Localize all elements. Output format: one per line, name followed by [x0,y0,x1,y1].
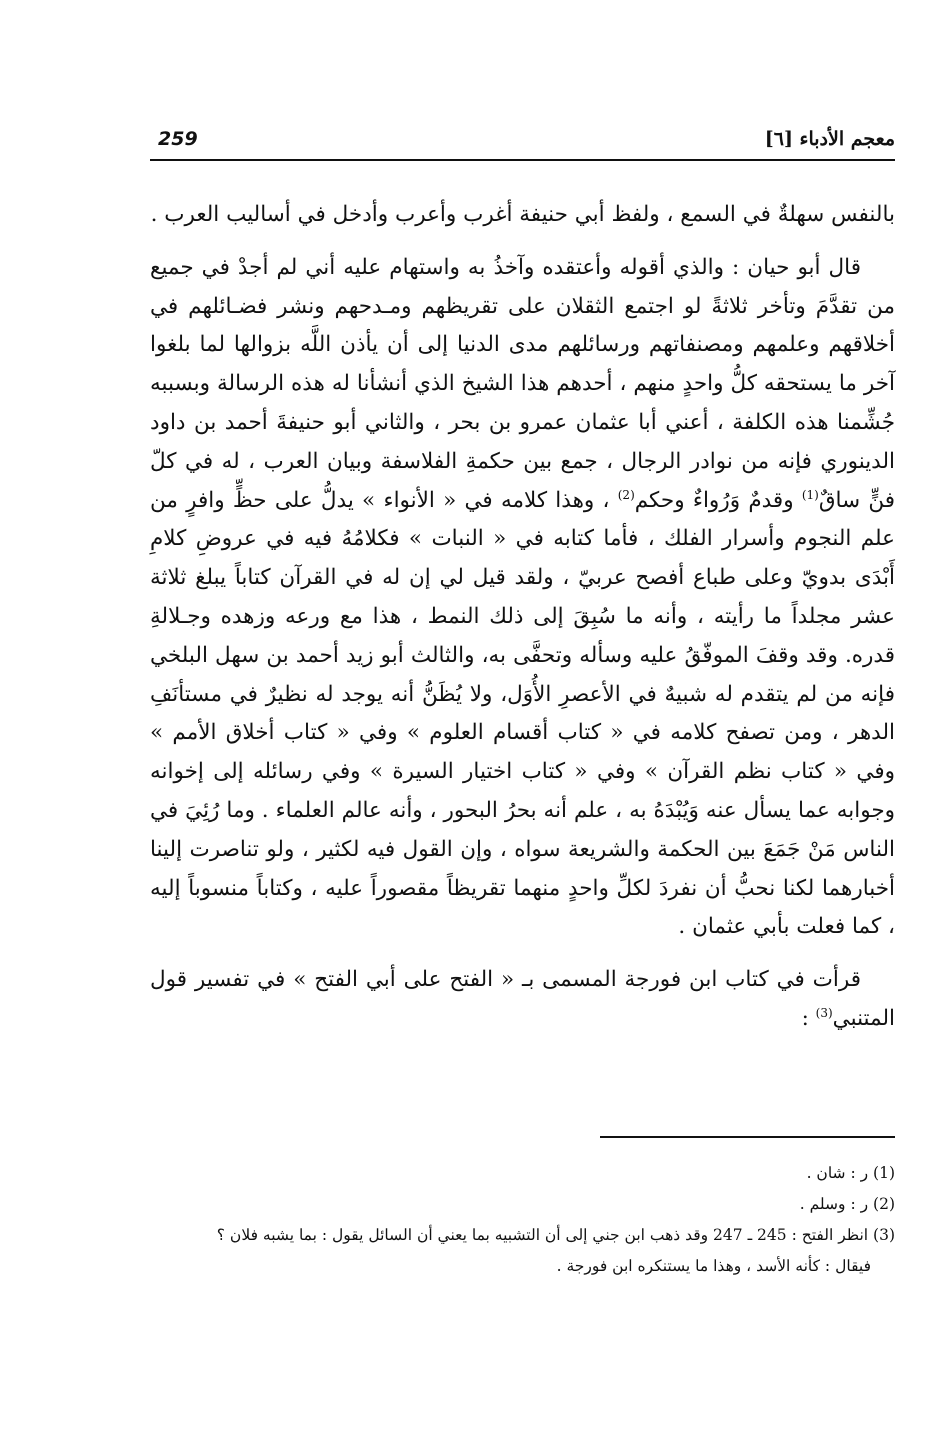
running-title: معجم الأدباء [٦] [764,128,895,150]
paragraph-1 [150,196,895,235]
paragraph-2-part1: وقدمٌ وَرُواءٌ وحكم [634,487,794,513]
paragraph-3-tail: : [801,1005,816,1031]
footnote-1: (1) ر : شان . [806,1164,895,1182]
footnote-3-continued: فيقال : كأنه الأسد ، وهذا ما يستنكره ابن فورجة . [556,1257,871,1275]
footnote-marker-2: (2) [617,487,635,502]
footnote-separator [600,1136,895,1138]
paragraph-2-text: قال أبو حيان : والذي أقوله وأعتقده وآخذُ به واستهام عليه أني لم أجدْ في جميع من تقدَّمَ وتأخر ثلاثةً لو اجتمع الثقلان على تقريظهم ومـدحهم ونشر فضـائلهم في أخلاقهم وعلمهم ومصنفاتهم ورسائلهم مدى الدنيا إلى أن يأذن اللَّه بزوالها لما بلغوا آخر ما يستحقه كلُّ واحدٍ منهم ، أحدهم هذا الشيخ الذي أنشأنا له هذه الرسالة وبسببه جُشِّمنا هذه الكلفة ، أعني أبا عثمان عمرو بن بحر ، والثاني أبو حنيفةَ أحمد بن داود الدينوري فإنه من نوادر الرجال ، جمع بين حكمةِ الفلاسفة وبيان العرب ، له في كلّ فنٍّ ساقٌ [150,254,895,513]
paragraph-2 [150,249,895,947]
footnotes [120,1160,895,1280]
footnote-marker-1: (1) [801,487,819,502]
footnote-2: (2) ر : وسلم . [799,1195,895,1213]
paragraph-3 [150,961,895,1039]
header-rule [150,159,895,161]
footnote-3: (3) انظر الفتح : 245 ـ 247 وقد ذهب ابن جني إلى أن التشبيه بما يعني أن السائل يقول : بما يشبه فلان ؟ [216,1226,895,1244]
paragraph-2-part2: ، وهذا كلامه في « الأنواء » يدلُّ على حظٍّ وافرٍ من علم النجوم وأسرار الفلك ، فأما كتابه في « النبات » فكلامُهُ فيه في عروضِ كلامِ أَبْدَى بدويّ وعلى طباع أفصح عربيّ ، ولقد قيل لي إن له في القرآن كتاباً يبلغ ثلاثة عشر مجلداً ما رأيته ، وأنه ما سُبِقَ إلى ذلك النمط ، هذا مع ورعه وزهده وجـلالةِ قدره. وقد وقفَ الموفّقُ عليه وسأله وتحفَّى به، والثالث أبو زيد أحمد بن سهل البلخي فإنه من لم يتقدم له شبيهٌ في الأعصرِ الأُوَل، ولا يُظَنُّ أنه يوجد له نظيرٌ في مستأنَفِ الدهر ، ومن تصفح كلامه في « كتاب أقسام العلوم » وفي « كتاب أخلاق الأمم » وفي « كتاب نظم القرآن » وفي « كتاب اختيار السيرة » وفي رسائله إلى إخوانه وجوابه عما يسأل عنه وَيُبْدَهُ به ، علم أنه بحرُ البحور ، وأنه عالم العلماء . وما رُئِيَ في الناس مَنْ جَمَعَ بين الحكمة والشريعة سواه ، وإن القول فيه لكثير ، ولو تناصرت إلينا أخبارهما لكنا نحبُّ أن نفردَ لكلِّ واحدٍ منهما تقريظاً مقصوراً عليه ، وكتاباً منسوباً إليه ، كما فعلت بأبي عثمان . [150,487,895,940]
page-header [150,118,895,158]
page-number: 259 [158,128,198,150]
paragraph-1-text: بالنفس سهلةٌ في السمع ، ولفظ أبي حنيفة أغرب وأعرب وأدخل في أساليب العرب . [150,202,895,227]
paragraph-3-text: قرأت في كتاب ابن فورجة المسمى بـ « الفتح على أبي الفتح » في تفسير قول المتنبي [150,967,895,1031]
footnote-marker-3: (3) [815,1005,833,1020]
main-text [150,196,895,1039]
